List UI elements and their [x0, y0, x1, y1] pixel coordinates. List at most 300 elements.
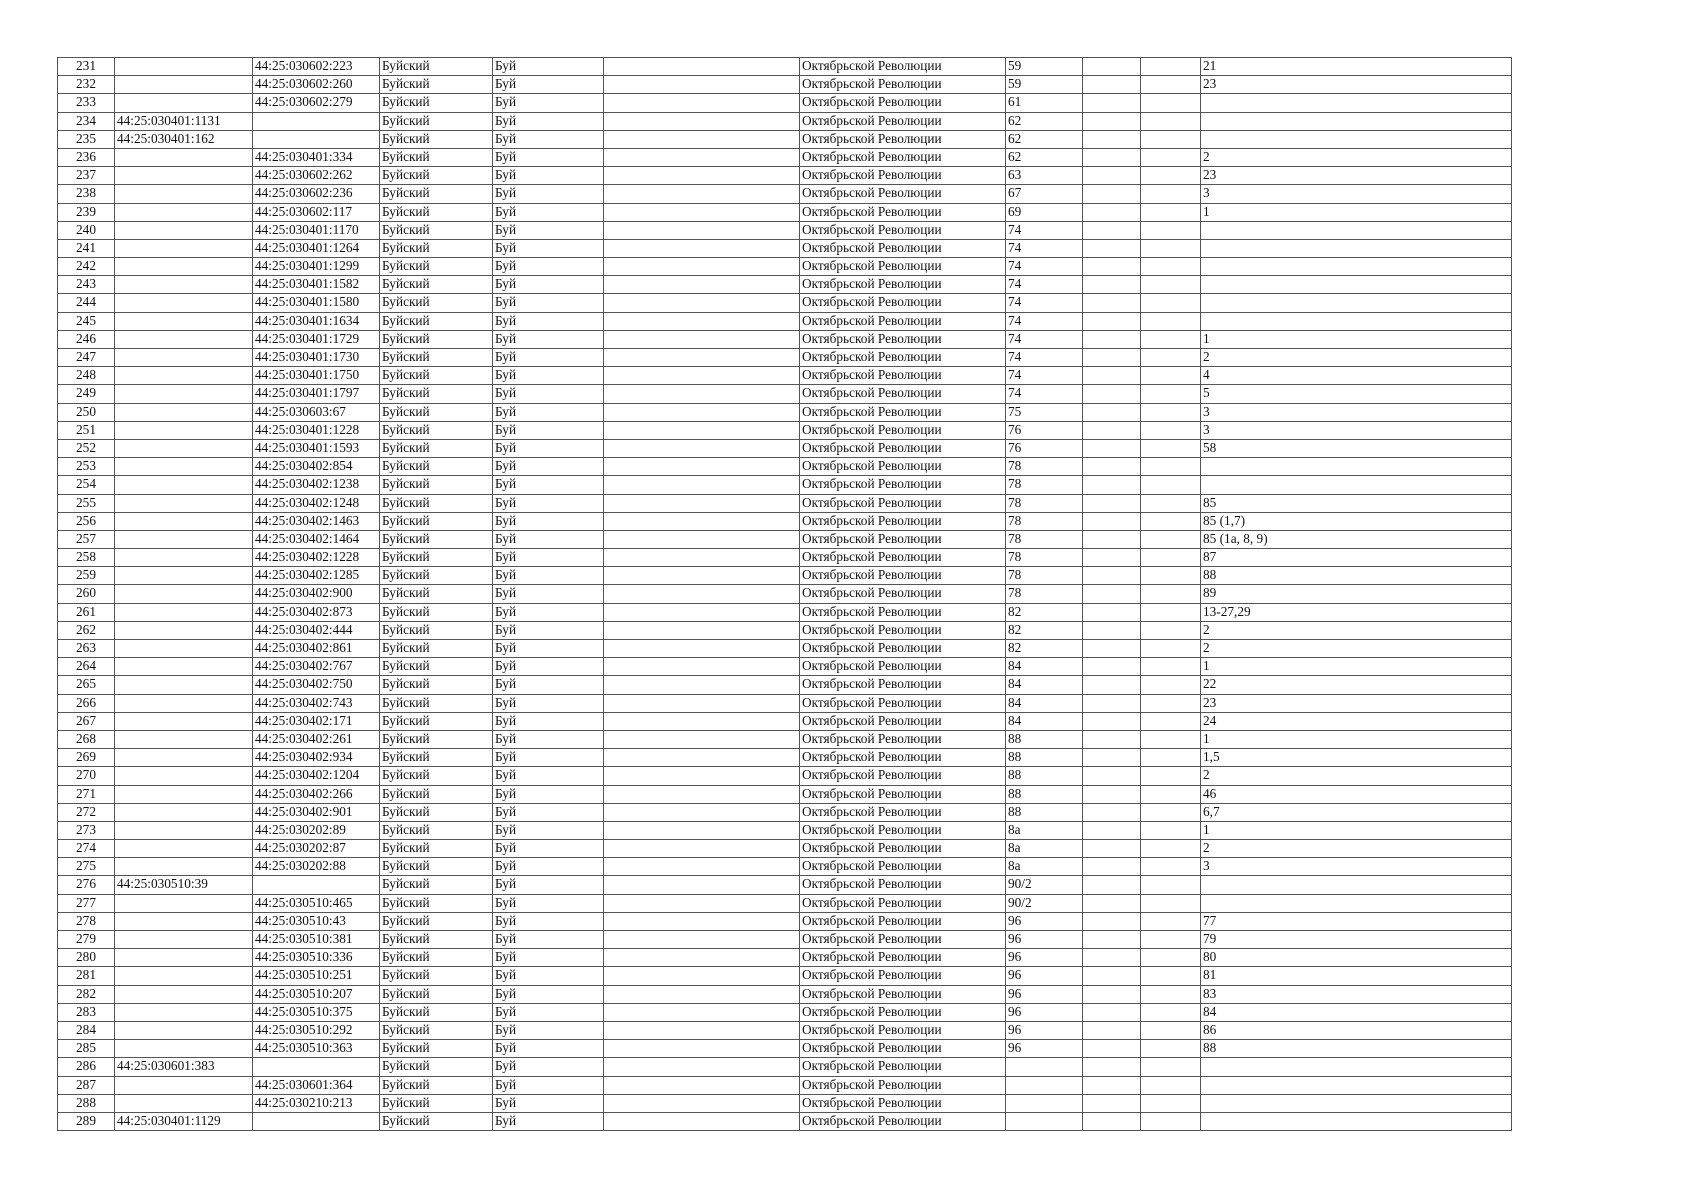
structure-cell — [1141, 1076, 1201, 1094]
district-cell: Буйский — [380, 640, 493, 658]
structure-cell — [1141, 330, 1201, 348]
parcel-number-cell — [253, 112, 380, 130]
district-cell: Буйский — [380, 1112, 493, 1130]
locality-cell — [604, 185, 800, 203]
apartment-cell: 21 — [1201, 58, 1512, 76]
settlement-cell: Буй — [493, 221, 604, 239]
locality-cell — [604, 148, 800, 166]
parcel-number-cell: 44:25:030510:43 — [253, 912, 380, 930]
table-row — [58, 712, 1512, 730]
building-cell — [1083, 1058, 1141, 1076]
house-number-cell: 74 — [1006, 349, 1083, 367]
row-number-cell: 240 — [58, 221, 115, 239]
parcel-number-cell: 44:25:030602:236 — [253, 185, 380, 203]
street-cell: Октябрьской Революции — [800, 148, 1006, 166]
apartment-cell — [1201, 1094, 1512, 1112]
district-cell: Буйский — [380, 94, 493, 112]
apartment-cell: 1 — [1201, 330, 1512, 348]
district-cell: Буйский — [380, 821, 493, 839]
street-cell: Октябрьской Революции — [800, 439, 1006, 457]
parcel-number-cell: 44:25:030402:750 — [253, 676, 380, 694]
structure-cell — [1141, 1040, 1201, 1058]
building-cell — [1083, 1003, 1141, 1021]
house-number-cell: 76 — [1006, 439, 1083, 457]
cadastral-number-cell — [115, 985, 253, 1003]
row-number-cell: 286 — [58, 1058, 115, 1076]
district-cell: Буйский — [380, 167, 493, 185]
district-cell: Буйский — [380, 112, 493, 130]
parcel-number-cell: 44:25:030402:854 — [253, 458, 380, 476]
locality-cell — [604, 949, 800, 967]
table-row — [58, 912, 1512, 930]
house-number-cell: 74 — [1006, 276, 1083, 294]
table-row — [58, 294, 1512, 312]
locality-cell — [604, 494, 800, 512]
structure-cell — [1141, 803, 1201, 821]
structure-cell — [1141, 858, 1201, 876]
table-row — [58, 1040, 1512, 1058]
district-cell: Буйский — [380, 330, 493, 348]
house-number-cell — [1006, 1076, 1083, 1094]
street-cell: Октябрьской Революции — [800, 912, 1006, 930]
settlement-cell: Буй — [493, 949, 604, 967]
apartment-cell: 1 — [1201, 203, 1512, 221]
table-row — [58, 567, 1512, 585]
parcel-number-cell: 44:25:030510:381 — [253, 931, 380, 949]
row-number-cell: 280 — [58, 949, 115, 967]
locality-cell — [604, 621, 800, 639]
row-number-cell: 253 — [58, 458, 115, 476]
cadastral-number-cell — [115, 349, 253, 367]
building-cell — [1083, 258, 1141, 276]
cadastral-number-cell — [115, 221, 253, 239]
district-cell: Буйский — [380, 1076, 493, 1094]
row-number-cell: 285 — [58, 1040, 115, 1058]
district-cell: Буйский — [380, 403, 493, 421]
house-number-cell: 74 — [1006, 330, 1083, 348]
settlement-cell: Буй — [493, 785, 604, 803]
cadastral-number-cell — [115, 767, 253, 785]
structure-cell — [1141, 276, 1201, 294]
settlement-cell: Буй — [493, 658, 604, 676]
locality-cell — [604, 403, 800, 421]
structure-cell — [1141, 658, 1201, 676]
parcel-number-cell: 44:25:030402:1285 — [253, 567, 380, 585]
cadastral-number-cell — [115, 1003, 253, 1021]
parcel-number-cell: 44:25:030401:1730 — [253, 349, 380, 367]
locality-cell — [604, 876, 800, 894]
locality-cell — [604, 694, 800, 712]
street-cell: Октябрьской Революции — [800, 931, 1006, 949]
table-row — [58, 530, 1512, 548]
locality-cell — [604, 367, 800, 385]
house-number-cell: 78 — [1006, 458, 1083, 476]
apartment-cell — [1201, 312, 1512, 330]
street-cell: Октябрьской Революции — [800, 276, 1006, 294]
row-number-cell: 239 — [58, 203, 115, 221]
street-cell: Октябрьской Революции — [800, 221, 1006, 239]
locality-cell — [604, 1021, 800, 1039]
apartment-cell: 80 — [1201, 949, 1512, 967]
building-cell — [1083, 821, 1141, 839]
building-cell — [1083, 1076, 1141, 1094]
street-cell: Октябрьской Революции — [800, 258, 1006, 276]
street-cell: Октябрьской Революции — [800, 185, 1006, 203]
house-number-cell: 69 — [1006, 203, 1083, 221]
house-number-cell: 59 — [1006, 58, 1083, 76]
row-number-cell: 266 — [58, 694, 115, 712]
street-cell: Октябрьской Революции — [800, 458, 1006, 476]
parcel-number-cell: 44:25:030510:251 — [253, 967, 380, 985]
row-number-cell: 282 — [58, 985, 115, 1003]
table-row — [58, 1076, 1512, 1094]
locality-cell — [604, 821, 800, 839]
parcel-number-cell: 44:25:030402:1248 — [253, 494, 380, 512]
apartment-cell: 3 — [1201, 421, 1512, 439]
table-row — [58, 221, 1512, 239]
structure-cell — [1141, 58, 1201, 76]
house-number-cell: 78 — [1006, 549, 1083, 567]
locality-cell — [604, 658, 800, 676]
settlement-cell: Буй — [493, 749, 604, 767]
row-number-cell: 252 — [58, 439, 115, 457]
apartment-cell: 23 — [1201, 76, 1512, 94]
apartment-cell: 2 — [1201, 640, 1512, 658]
street-cell: Октябрьской Революции — [800, 694, 1006, 712]
cadastral-number-cell — [115, 803, 253, 821]
district-cell: Буйский — [380, 239, 493, 257]
parcel-number-cell: 44:25:030510:292 — [253, 1021, 380, 1039]
building-cell — [1083, 167, 1141, 185]
structure-cell — [1141, 821, 1201, 839]
settlement-cell: Буй — [493, 203, 604, 221]
row-number-cell: 275 — [58, 858, 115, 876]
settlement-cell: Буй — [493, 330, 604, 348]
apartment-cell: 2 — [1201, 148, 1512, 166]
parcel-number-cell: 44:25:030401:1264 — [253, 239, 380, 257]
district-cell: Буйский — [380, 185, 493, 203]
cadastral-number-cell — [115, 567, 253, 585]
cadastral-number-cell — [115, 967, 253, 985]
structure-cell — [1141, 421, 1201, 439]
building-cell — [1083, 512, 1141, 530]
cadastral-number-cell — [115, 458, 253, 476]
district-cell: Буйский — [380, 712, 493, 730]
row-number-cell: 251 — [58, 421, 115, 439]
table-row — [58, 767, 1512, 785]
cadastral-number-cell — [115, 749, 253, 767]
structure-cell — [1141, 549, 1201, 567]
structure-cell — [1141, 1094, 1201, 1112]
settlement-cell: Буй — [493, 512, 604, 530]
locality-cell — [604, 112, 800, 130]
district-cell: Буйский — [380, 494, 493, 512]
row-number-cell: 255 — [58, 494, 115, 512]
building-cell — [1083, 148, 1141, 166]
street-cell: Октябрьской Революции — [800, 967, 1006, 985]
locality-cell — [604, 476, 800, 494]
apartment-cell — [1201, 94, 1512, 112]
table-row — [58, 58, 1512, 76]
structure-cell — [1141, 349, 1201, 367]
structure-cell — [1141, 603, 1201, 621]
apartment-cell: 88 — [1201, 1040, 1512, 1058]
table-row — [58, 658, 1512, 676]
house-number-cell: 90/2 — [1006, 894, 1083, 912]
apartment-cell: 77 — [1201, 912, 1512, 930]
apartment-cell: 22 — [1201, 676, 1512, 694]
street-cell: Октябрьской Революции — [800, 949, 1006, 967]
settlement-cell: Буй — [493, 876, 604, 894]
apartment-cell: 84 — [1201, 1003, 1512, 1021]
locality-cell — [604, 730, 800, 748]
building-cell — [1083, 894, 1141, 912]
settlement-cell: Буй — [493, 58, 604, 76]
settlement-cell: Буй — [493, 1040, 604, 1058]
settlement-cell: Буй — [493, 94, 604, 112]
building-cell — [1083, 112, 1141, 130]
house-number-cell: 96 — [1006, 1003, 1083, 1021]
structure-cell — [1141, 640, 1201, 658]
building-cell — [1083, 494, 1141, 512]
house-number-cell: 62 — [1006, 112, 1083, 130]
structure-cell — [1141, 221, 1201, 239]
cadastral-number-cell — [115, 1021, 253, 1039]
locality-cell — [604, 221, 800, 239]
structure-cell — [1141, 967, 1201, 985]
structure-cell — [1141, 94, 1201, 112]
house-number-cell: 96 — [1006, 985, 1083, 1003]
structure-cell — [1141, 985, 1201, 1003]
table-row — [58, 349, 1512, 367]
apartment-cell: 89 — [1201, 585, 1512, 603]
locality-cell — [604, 749, 800, 767]
cadastral-number-cell — [115, 1094, 253, 1112]
table-row — [58, 330, 1512, 348]
cadastral-number-cell — [115, 549, 253, 567]
district-cell: Буйский — [380, 621, 493, 639]
parcel-number-cell — [253, 1058, 380, 1076]
building-cell — [1083, 239, 1141, 257]
cadastral-number-cell — [115, 421, 253, 439]
house-number-cell: 78 — [1006, 585, 1083, 603]
cadastral-number-cell — [115, 494, 253, 512]
locality-cell — [604, 421, 800, 439]
cadastral-number-cell — [115, 785, 253, 803]
apartment-cell — [1201, 294, 1512, 312]
building-cell — [1083, 876, 1141, 894]
apartment-cell — [1201, 239, 1512, 257]
building-cell — [1083, 658, 1141, 676]
row-number-cell: 250 — [58, 403, 115, 421]
district-cell: Буйский — [380, 567, 493, 585]
locality-cell — [604, 530, 800, 548]
street-cell: Октябрьской Революции — [800, 821, 1006, 839]
row-number-cell: 241 — [58, 239, 115, 257]
house-number-cell: 74 — [1006, 312, 1083, 330]
house-number-cell: 84 — [1006, 694, 1083, 712]
house-number-cell: 90/2 — [1006, 876, 1083, 894]
parcel-number-cell: 44:25:030401:334 — [253, 148, 380, 166]
structure-cell — [1141, 676, 1201, 694]
apartment-cell: 6,7 — [1201, 803, 1512, 821]
street-cell: Октябрьской Революции — [800, 94, 1006, 112]
locality-cell — [604, 603, 800, 621]
cadastral-number-cell — [115, 894, 253, 912]
locality-cell — [604, 385, 800, 403]
row-number-cell: 234 — [58, 112, 115, 130]
cadastral-number-cell — [115, 476, 253, 494]
table-row — [58, 239, 1512, 257]
settlement-cell: Буй — [493, 421, 604, 439]
locality-cell — [604, 803, 800, 821]
street-cell: Октябрьской Революции — [800, 640, 1006, 658]
building-cell — [1083, 458, 1141, 476]
table-row — [58, 585, 1512, 603]
cadastral-number-cell — [115, 530, 253, 548]
street-cell: Октябрьской Революции — [800, 803, 1006, 821]
settlement-cell: Буй — [493, 767, 604, 785]
district-cell: Буйский — [380, 421, 493, 439]
street-cell: Октябрьской Революции — [800, 712, 1006, 730]
house-number-cell: 88 — [1006, 785, 1083, 803]
district-cell: Буйский — [380, 1021, 493, 1039]
street-cell: Октябрьской Революции — [800, 858, 1006, 876]
row-number-cell: 254 — [58, 476, 115, 494]
district-cell: Буйский — [380, 221, 493, 239]
row-number-cell: 258 — [58, 549, 115, 567]
locality-cell — [604, 76, 800, 94]
cadastral-number-cell — [115, 858, 253, 876]
district-cell: Буйский — [380, 349, 493, 367]
street-cell: Октябрьской Революции — [800, 549, 1006, 567]
apartment-cell: 1,5 — [1201, 749, 1512, 767]
apartment-cell — [1201, 112, 1512, 130]
street-cell: Октябрьской Революции — [800, 658, 1006, 676]
parcel-number-cell: 44:25:030401:1228 — [253, 421, 380, 439]
house-number-cell: 8а — [1006, 821, 1083, 839]
apartment-cell: 23 — [1201, 694, 1512, 712]
row-number-cell: 256 — [58, 512, 115, 530]
district-cell: Буйский — [380, 476, 493, 494]
building-cell — [1083, 349, 1141, 367]
row-number-cell: 237 — [58, 167, 115, 185]
settlement-cell: Буй — [493, 130, 604, 148]
apartment-cell: 1 — [1201, 730, 1512, 748]
table-row — [58, 258, 1512, 276]
row-number-cell: 242 — [58, 258, 115, 276]
cadastral-number-cell — [115, 439, 253, 457]
parcel-number-cell: 44:25:030402:444 — [253, 621, 380, 639]
structure-cell — [1141, 876, 1201, 894]
parcel-number-cell: 44:25:030401:1634 — [253, 312, 380, 330]
locality-cell — [604, 712, 800, 730]
settlement-cell: Буй — [493, 312, 604, 330]
locality-cell — [604, 1040, 800, 1058]
row-number-cell: 279 — [58, 931, 115, 949]
structure-cell — [1141, 112, 1201, 130]
district-cell: Буйский — [380, 894, 493, 912]
street-cell: Октябрьской Революции — [800, 1003, 1006, 1021]
table-row — [58, 749, 1512, 767]
parcel-number-cell — [253, 1112, 380, 1130]
district-cell: Буйский — [380, 203, 493, 221]
settlement-cell: Буй — [493, 1003, 604, 1021]
building-cell — [1083, 967, 1141, 985]
cadastral-number-cell — [115, 367, 253, 385]
settlement-cell: Буй — [493, 276, 604, 294]
house-number-cell — [1006, 1094, 1083, 1112]
apartment-cell: 3 — [1201, 403, 1512, 421]
cadastral-number-cell — [115, 185, 253, 203]
row-number-cell: 281 — [58, 967, 115, 985]
apartment-cell — [1201, 894, 1512, 912]
table-row — [58, 312, 1512, 330]
settlement-cell: Буй — [493, 621, 604, 639]
table-row — [58, 203, 1512, 221]
row-number-cell: 246 — [58, 330, 115, 348]
parcel-number-cell: 44:25:030401:1729 — [253, 330, 380, 348]
structure-cell — [1141, 458, 1201, 476]
cadastral-number-cell — [115, 167, 253, 185]
street-cell: Октябрьской Революции — [800, 476, 1006, 494]
table-row — [58, 985, 1512, 1003]
house-number-cell: 75 — [1006, 403, 1083, 421]
street-cell: Октябрьской Революции — [800, 1094, 1006, 1112]
building-cell — [1083, 730, 1141, 748]
house-number-cell: 84 — [1006, 658, 1083, 676]
locality-cell — [604, 294, 800, 312]
apartment-cell: 46 — [1201, 785, 1512, 803]
structure-cell — [1141, 1112, 1201, 1130]
table-row — [58, 803, 1512, 821]
structure-cell — [1141, 312, 1201, 330]
table-row — [58, 1003, 1512, 1021]
street-cell: Октябрьской Революции — [800, 621, 1006, 639]
structure-cell — [1141, 76, 1201, 94]
structure-cell — [1141, 1058, 1201, 1076]
row-number-cell: 249 — [58, 385, 115, 403]
settlement-cell: Буй — [493, 931, 604, 949]
row-number-cell: 271 — [58, 785, 115, 803]
district-cell: Буйский — [380, 367, 493, 385]
parcel-number-cell: 44:25:030602:262 — [253, 167, 380, 185]
building-cell — [1083, 549, 1141, 567]
district-cell: Буйский — [380, 985, 493, 1003]
house-number-cell: 88 — [1006, 767, 1083, 785]
street-cell: Октябрьской Революции — [800, 112, 1006, 130]
structure-cell — [1141, 840, 1201, 858]
locality-cell — [604, 94, 800, 112]
settlement-cell: Буй — [493, 640, 604, 658]
locality-cell — [604, 840, 800, 858]
district-cell: Буйский — [380, 512, 493, 530]
street-cell: Октябрьской Революции — [800, 58, 1006, 76]
settlement-cell: Буй — [493, 239, 604, 257]
cadastral-number-cell — [115, 276, 253, 294]
parcel-number-cell: 44:25:030401:1593 — [253, 439, 380, 457]
parcel-number-cell: 44:25:030402:171 — [253, 712, 380, 730]
cadastral-number-cell: 44:25:030510:39 — [115, 876, 253, 894]
district-cell: Буйский — [380, 1003, 493, 1021]
district-cell: Буйский — [380, 458, 493, 476]
settlement-cell: Буй — [493, 803, 604, 821]
district-cell: Буйский — [380, 785, 493, 803]
street-cell: Октябрьской Революции — [800, 403, 1006, 421]
settlement-cell: Буй — [493, 458, 604, 476]
apartment-cell — [1201, 458, 1512, 476]
structure-cell — [1141, 931, 1201, 949]
